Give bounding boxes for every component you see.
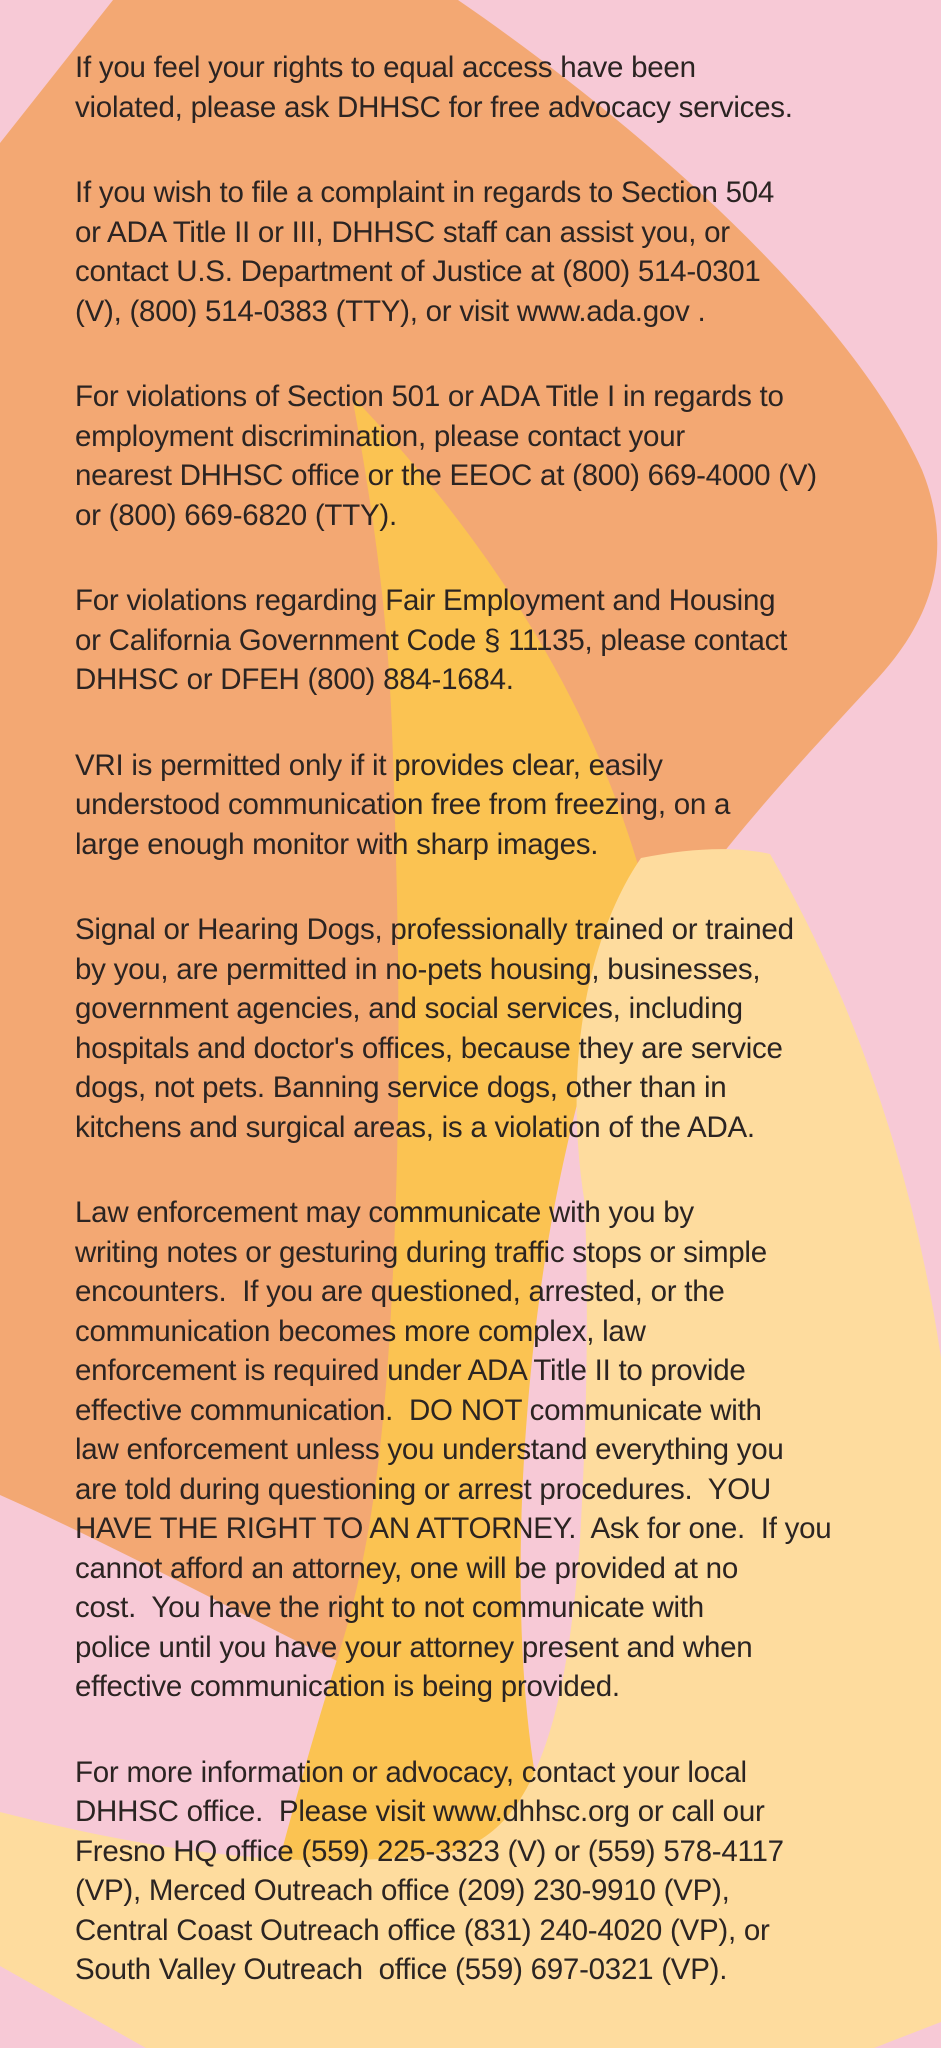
text-line: effective communication. DO NOT communicate with — [75, 1393, 762, 1427]
text-line: effective communication is being provided. — [75, 1670, 620, 1703]
paragraph-service-dogs — [75, 910, 911, 1147]
paragraph-complaint-504 — [75, 173, 911, 331]
text-line: or (800) 669-6820 (TTY). — [75, 498, 397, 532]
text-line: HAVE THE RIGHT TO AN ATTORNEY. Ask for one. If you — [75, 1512, 832, 1545]
text-line: are told during questioning or arrest procedures. YOU — [75, 1472, 771, 1506]
text-line: contact U.S. Department of Justice at (800) 514-0301 — [75, 255, 761, 288]
text-line: employment discrimination, please contact your — [75, 419, 685, 453]
text-line: hospitals and doctor's offices, because they are service — [75, 1031, 783, 1065]
paragraph-contact-info — [75, 1753, 911, 1990]
text-line: or ADA Title II or III, DHHSC staff can assist you, or — [75, 215, 730, 249]
text-line: dogs, not pets. Banning service dogs, other than in — [75, 1071, 727, 1104]
text-line: encounters. If you are questioned, arrested, or the — [75, 1275, 725, 1308]
text-line: communication becomes more complex, law — [75, 1314, 646, 1348]
text-line: For more information or advocacy, contact your local — [75, 1755, 747, 1789]
paragraph-vri — [75, 746, 911, 865]
text-line: writing notes or gesturing during traffic stops or simple — [75, 1235, 767, 1269]
text-line: Fresno HQ office (559) 225-3323 (V) or (559) 578-4117 — [75, 1834, 784, 1868]
text-line: VRI is permitted only if it provides clear, easily — [75, 748, 663, 782]
paragraph-law-enforcement — [75, 1193, 911, 1707]
paragraph-section-501 — [75, 377, 911, 535]
text-line: enforcement is required under ADA Title II to provide — [75, 1354, 746, 1387]
text-line: Central Coast Outreach office (831) 240-4020 (VP), or — [75, 1913, 770, 1947]
text-line: or California Government Code § 11135, please contact — [75, 623, 788, 657]
text-line: violated, please ask DHHSC for free advocacy services. — [75, 90, 793, 124]
text-line: understood communication free from freezing, on a — [75, 788, 731, 821]
text-line: law enforcement unless you understand everything you — [75, 1433, 784, 1466]
text-line: cost. You have the right to not communicate with — [75, 1591, 704, 1624]
text-line: nearest DHHSC office or the EEOC at (800) 669-4000 (V) — [75, 459, 817, 492]
text-line: For violations of Section 501 or ADA Title I in regards to — [75, 380, 784, 413]
text-line: (V), (800) 514-0383 (TTY), or visit www.ada.gov . — [75, 294, 706, 328]
text-line: large enough monitor with sharp images. — [75, 827, 599, 861]
paragraph-fair-employment — [75, 581, 911, 700]
text-line: kitchens and surgical areas, is a violation of the ADA. — [75, 1110, 755, 1144]
text-line: If you feel your rights to equal access have been — [75, 51, 696, 84]
text-line: DHHSC or DFEH (800) 884-1684. — [75, 663, 514, 696]
text-line: by you, are permitted in no-pets housing, businesses, — [75, 952, 761, 986]
text-line: If you wish to file a complaint in regards to Section 504 — [75, 176, 775, 209]
text-line: government agencies, and social services, including — [75, 992, 743, 1025]
text-line: police until you have your attorney present and when — [75, 1630, 753, 1664]
text-line: South Valley Outreach office (559) 697-0321 (VP). — [75, 1953, 728, 1986]
text-line: For violations regarding Fair Employment and Housing — [75, 584, 776, 617]
paragraph-advocacy — [75, 48, 911, 127]
text-line: DHHSC office. Please visit www.dhhsc.org or call our — [75, 1795, 765, 1828]
text-line: (VP), Merced Outreach office (209) 230-9910 (VP), — [75, 1874, 730, 1907]
text-line: Law enforcement may communicate with you by — [75, 1196, 694, 1229]
text-line: cannot afford an attorney, one will be provided at no — [75, 1551, 738, 1585]
text-line: Signal or Hearing Dogs, professionally trained or trained — [75, 913, 794, 946]
